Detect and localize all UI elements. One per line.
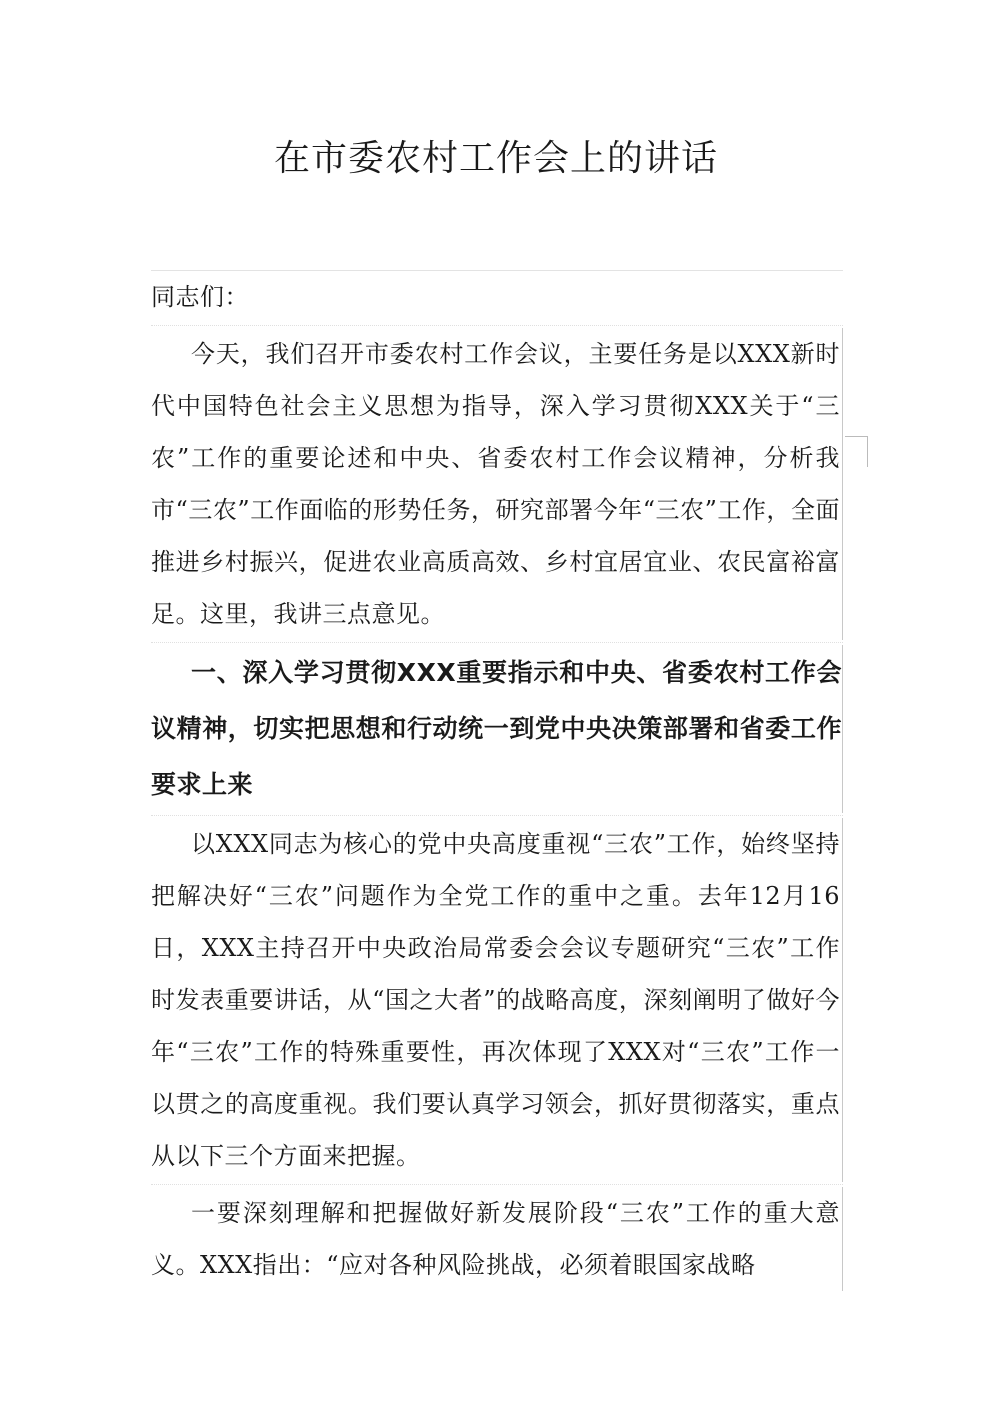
salutation: 同志们： — [151, 283, 249, 311]
section-paragraph: 一要深刻理解和把握做好新发展阶段“三农”工作的重大意义。XXX指出：“应对各种风险挑战，必须着眼国家战略 — [151, 1187, 843, 1291]
divider — [151, 815, 843, 816]
divider — [151, 325, 843, 326]
intro-paragraph: 今天，我们召开市委农村工作会议，主要任务是以XXX新时代中国特色社会主义思想为指导，深入学习贯彻XXX关于“三农”工作的重要论述和中央、省委农村工作会议精神，分析我市“三农”工作面临的形势任务，研究部署今年“三农”工作，全面推进乡村振兴，促进农业高质高效、乡村宜居宜业、农民富裕富足。这里，我讲三点意见。 — [151, 328, 843, 640]
margin-bracket-mark — [845, 436, 868, 467]
divider — [151, 642, 843, 643]
document-title: 在市委农村工作会上的讲话 — [273, 138, 718, 179]
section-heading-1: 一、深入学习贯彻XXX重要指示和中央、省委农村工作会议精神，切实把思想和行动统一到党中央决策部署和省委工作要求上来 — [151, 645, 843, 813]
document-body — [151, 270, 843, 1291]
section-paragraph: 以XXX同志为核心的党中央高度重视“三农”工作，始终坚持把解决好“三农”问题作为全党工作的重中之重。去年12月16日，XXX主持召开中央政治局常委会会议专题研究“三农”工作时发表重要讲话，从“国之大者”的战略高度，深刻阐明了做好今年“三农”工作的特殊重要性，再次体现了XXX对“三农”工作一以贯之的高度重视。我们要认真学习领会，抓好贯彻落实，重点从以下三个方面来把握。 — [151, 818, 843, 1182]
divider — [151, 1184, 843, 1185]
